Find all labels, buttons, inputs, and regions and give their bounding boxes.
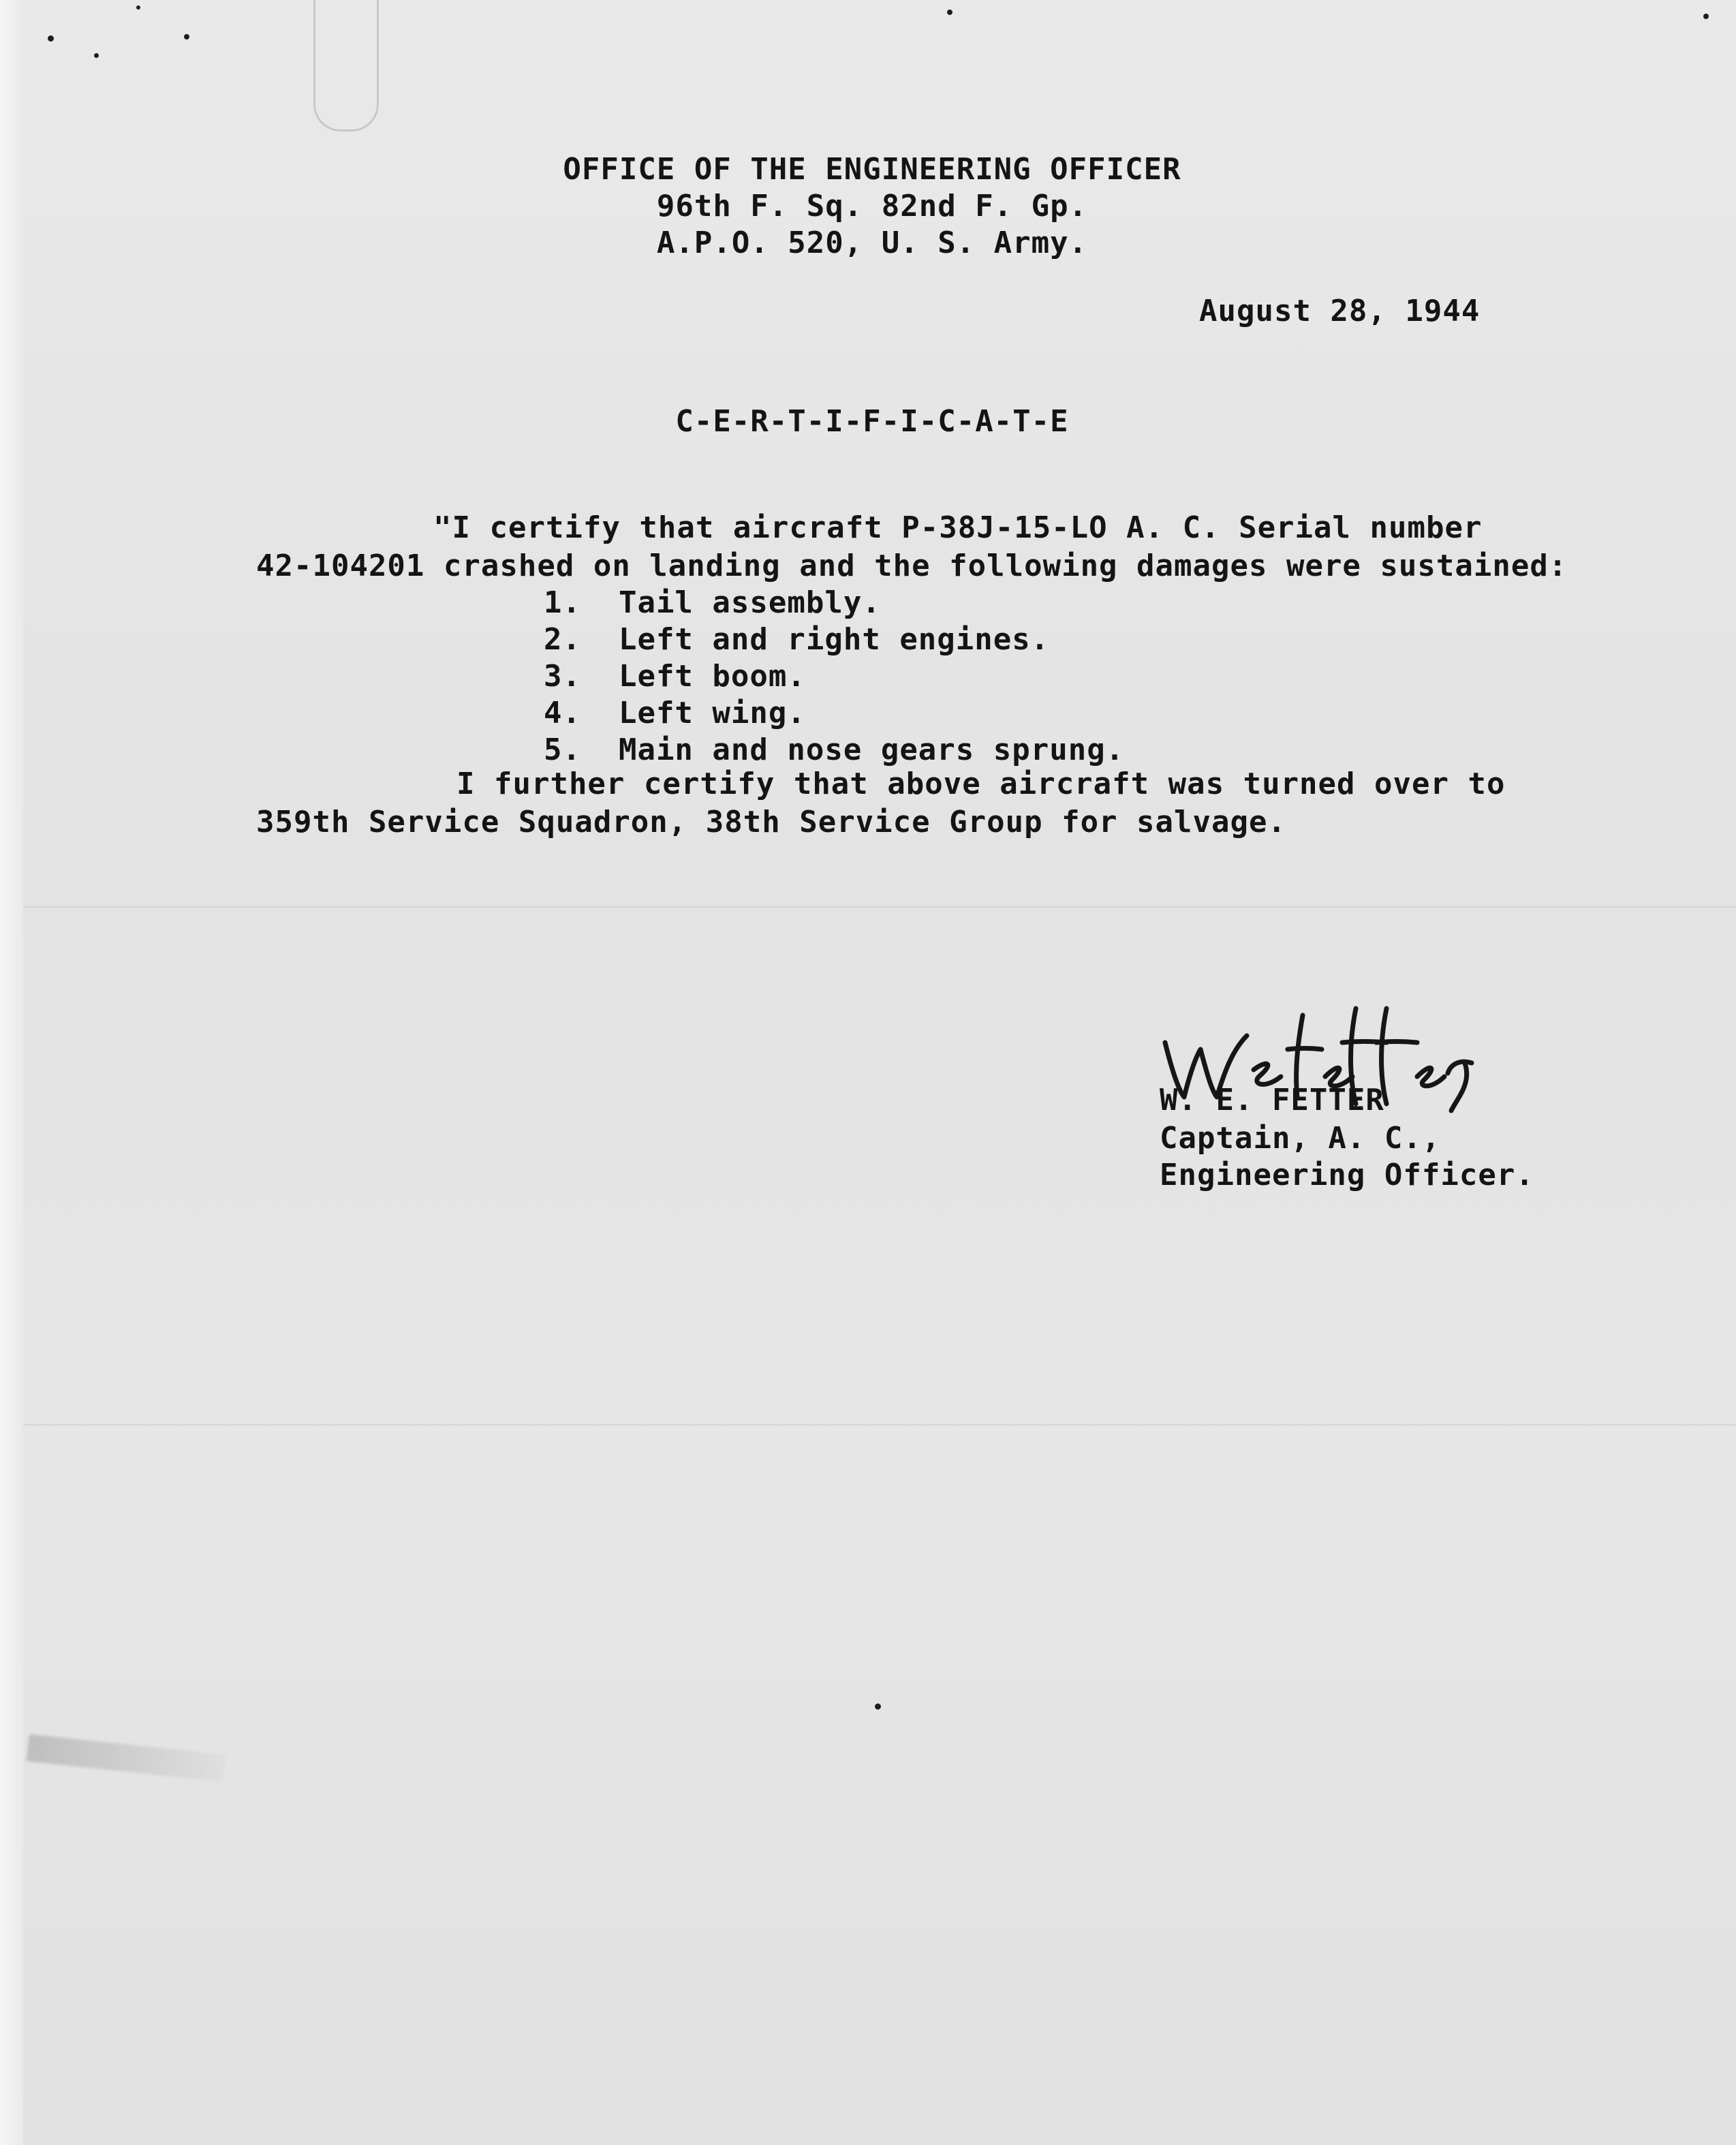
signer-title: Engineering Officer.	[1160, 1158, 1534, 1192]
letterhead-office: OFFICE OF THE ENGINEERING OFFICER	[563, 152, 1181, 187]
ink-speck	[136, 5, 140, 10]
certify-line-1: "I certify that aircraft P-38J-15-LO A. C. Serial number	[433, 510, 1483, 545]
ink-speck	[1703, 14, 1709, 19]
paperclip-mark	[313, 0, 379, 132]
ink-speck	[48, 35, 54, 42]
ink-speck	[94, 53, 99, 58]
ink-speck	[184, 34, 189, 40]
ink-speck	[875, 1703, 881, 1710]
letterhead-unit: 96th F. Sq. 82nd F. Gp.	[656, 189, 1088, 223]
document-date: August 28, 1944	[1199, 294, 1481, 328]
ink-speck	[947, 10, 952, 15]
further-certify-line-1: I further certify that above aircraft was turned over to	[456, 767, 1506, 801]
letterhead-apo: A.P.O. 520, U. S. Army.	[656, 226, 1088, 260]
signer-name: W. E. FETTER	[1160, 1083, 1384, 1117]
damage-item: 4. Left wing.	[544, 696, 806, 730]
paper-crease	[23, 1424, 1736, 1425]
damage-item: 3. Left boom.	[544, 659, 806, 694]
page-left-edge	[0, 0, 23, 2145]
damage-item: 5. Main and nose gears sprung.	[544, 732, 1125, 767]
further-certify-line-2: 359th Service Squadron, 38th Service Group for salvage.	[256, 805, 1286, 839]
certify-line-2: 42-104201 crashed on landing and the following damages were sustained:	[256, 549, 1568, 583]
damage-item: 2. Left and right engines.	[544, 622, 1050, 657]
smudge-mark	[27, 1734, 226, 1782]
signer-rank: Captain, A. C.,	[1160, 1121, 1441, 1156]
document-title: C-E-R-T-I-F-I-C-A-T-E	[675, 404, 1069, 439]
damage-item: 1. Tail assembly.	[544, 585, 881, 620]
paper-crease	[23, 906, 1736, 908]
